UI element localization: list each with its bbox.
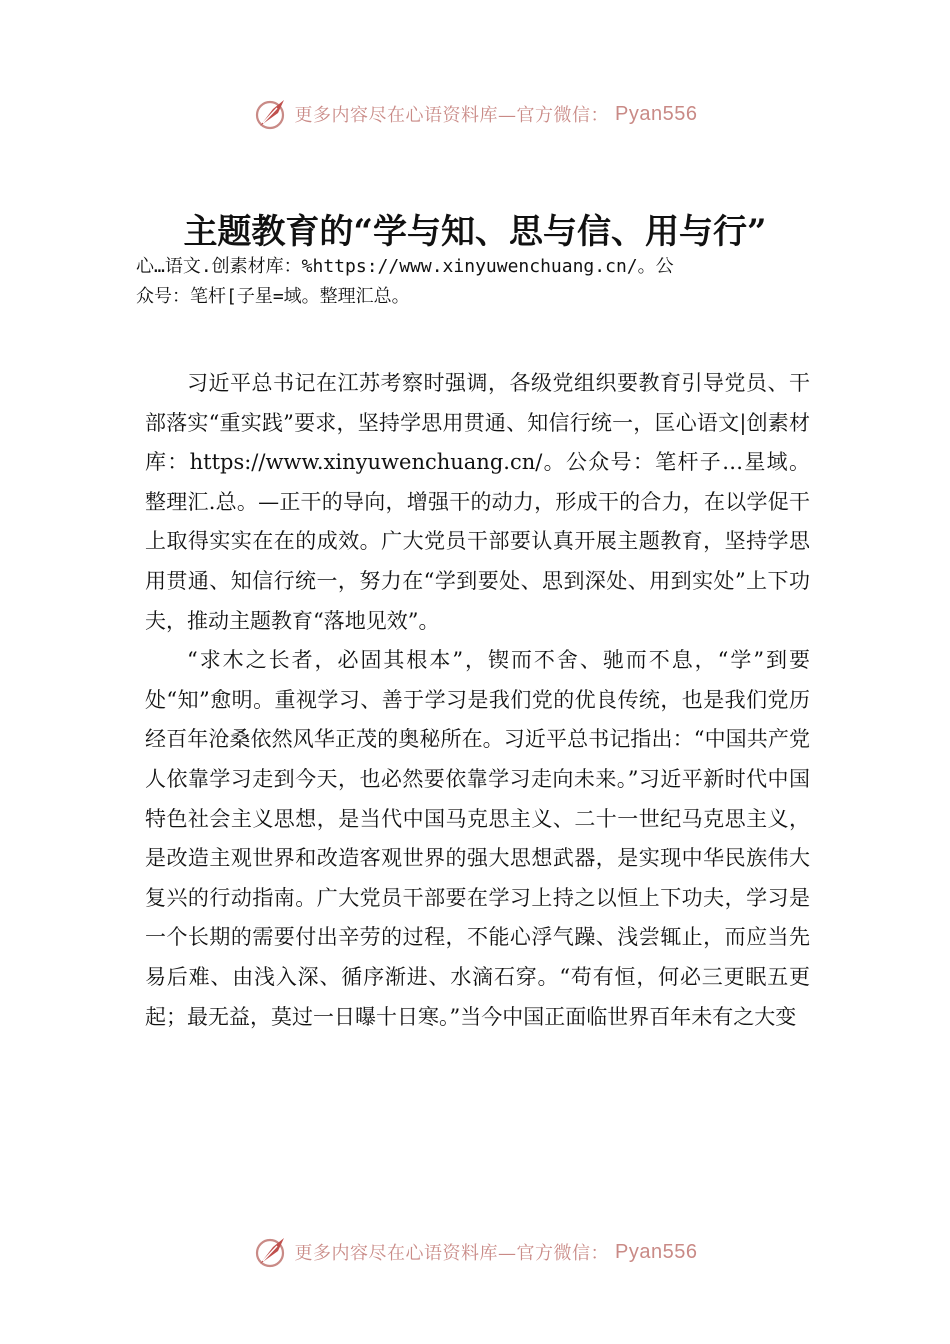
quill-pen-logo-icon [253, 1234, 289, 1270]
quill-pen-logo-icon [253, 96, 289, 132]
banner-text: 更多内容尽在心语资料库—官方微信： [294, 1243, 610, 1264]
source-line-2: 众号：笔杆[子星=域。整理汇总。 [136, 286, 410, 307]
header-watermark-banner [0, 94, 950, 134]
banner-text: 更多内容尽在心语资料库—官方微信： [294, 105, 610, 126]
body-paragraph-1: 习近平总书记在江苏考察时强调，各级党组织要教育引导党员、干部落实“重实践”要求，坚持学思用贯通、知信行统一，匡心语文|创素材库：https://www.xinyuwenchuang.cn/。公众号：笔杆子…星域。整理汇.总。—正干的导向，增强干的动力，形成干的合力，在以学促干上取得实实在在的成效。广大党员干部要认真开展主题教育，坚持学思用贯通、知信行统一，努力在“学到要处、思到深处、用到实处”上下功夫，推动主题教育“落地见效”。 [145, 371, 810, 633]
document-title: 主题教育的“学与知、思与信、用与行” [183, 212, 767, 252]
source-line-1: 心…语文.创素材库：%https://www.xinyuwenchuang.cn/。公 [136, 256, 674, 277]
body-paragraph-2: “求木之长者，必固其根本”，锲而不舍、驰而不息，“学”到要处“知”愈明。重视学习、善于学习是我们党的优良传统，也是我们党历经百年沧桑依然风华正茂的奥秘所在。习近平总书记指出：“中国共产党人依靠学习走到今天，也必然要依靠学习走向未来。”习近平新时代中国特色社会主义思想，是当代中国马克思主义、二十一世纪马克思主义，是改造主观世界和改造客观世界的强大思想武器，是实现中华民族伟大复兴的行动指南。广大党员干部要在学习上持之以恒上下功夫，学习是一个长期的需要付出辛劳的过程，不能心浮气躁、浅尝辄止，而应当先易后难、由浅入深、循序渐进、水滴石穿。“苟有恒，何必三更眠五更起；最无益，莫过一日曝十日寒。”当今中国正面临世界百年未有之大变 [145, 648, 810, 1029]
footer-watermark-banner [0, 1232, 950, 1272]
document-body [145, 364, 810, 1037]
banner-wechat-id: Pyan556 [615, 102, 698, 125]
banner-wechat-id: Pyan556 [615, 1240, 698, 1263]
